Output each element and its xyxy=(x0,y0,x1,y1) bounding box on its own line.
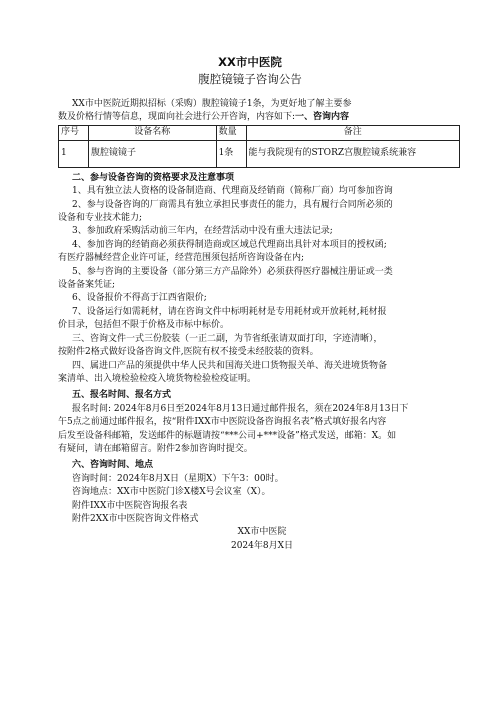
consult-table xyxy=(58,125,460,168)
paragraph-line: 6、设备报价不得高于江西省限价; xyxy=(72,293,207,304)
paragraph-line: 5、参与咨询的主要设备（部分第三方产品除外）必须获得医疗器械注册证或一类 xyxy=(72,266,393,277)
paragraph-line: 2、参与设备咨询的厂商需具有独立承担民事责任的能力，具有履行合同所必须的 xyxy=(72,199,393,210)
paragraph-line: 报名时间: 2024年8月6日至2024年8月13日通过邮件报名，须在2024年8月13日下 xyxy=(72,403,409,414)
paragraph-line: 咨询时间：2024年8月X日（星期X）下午3：00时。 xyxy=(72,473,284,484)
paragraph-line: 案清单、出入境检验检疫入境货物检验检疫证明。 xyxy=(58,373,257,384)
table-cell: 能与我院现有的STORZ宫腹腔镜系统兼容 xyxy=(246,140,459,167)
document-body xyxy=(58,98,466,553)
paragraph-line: 7、设备运行如需耗材，请在咨询文件中标明耗材是专用耗材或开放耗材,耗材报 xyxy=(72,306,387,317)
intro-line: XX市中医院近期拟招标（采购）腹腔镜镜子1条，为更好地了解主要参 xyxy=(72,99,352,109)
table-cell: 腹腔镜镜子 xyxy=(88,140,216,167)
table-header-row xyxy=(59,125,460,140)
paragraph-line: 三、咨询文件一式三份胶装（一正二副，为节省纸张请双面打印，字迹清晰）， xyxy=(72,333,383,344)
attachment-line: 附件IXX市中医院咨询报名表 xyxy=(72,500,188,511)
paragraph-line: 4、参加咨询的经销商必须获得制造商或区域总代理商出具针对本项目的授权函; xyxy=(72,239,387,250)
section-heading-consult-content: 一、咨询内容 xyxy=(295,112,350,123)
table-cell: 1 xyxy=(59,140,89,167)
paragraph-line: 后发至设备科邮箱，发送邮件的标题请按“***公司+***设备”格式发送，邮箱：X。如 xyxy=(58,430,397,441)
table-row xyxy=(59,140,460,167)
table-header-cell: 备注 xyxy=(246,125,459,140)
paragraph-line: 1、具有独立法人资格的设备制造商、代理商及经销商（简称厂商）均可参加咨询 xyxy=(72,186,393,197)
paragraph-line: 价目录，包括但不限于价格及市标中标价。 xyxy=(58,320,230,331)
section-heading: 六、咨询时间、地点 xyxy=(72,460,154,471)
intro-text: 数及价格行情等信息，现面向社会进行公开咨询，内容如下: xyxy=(58,112,296,123)
document-subtitle: 腹腔镜镜子咨询公告 xyxy=(198,72,302,86)
section-heading: 二、参与设备咨询的资格要求及注意事项 xyxy=(72,172,235,183)
paragraph-line: 有医疗器械经营企业许可证，经营范围须包括所咨询设备在内; xyxy=(58,253,305,264)
paragraph-line: 按附件2格式做好设备咨询文件,医院有权不接受未经胶装的资料。 xyxy=(58,347,319,358)
attachment-line: 附件2XX市中医院咨询文件格式 xyxy=(72,513,199,524)
signature-org: XX市中医院 xyxy=(237,527,287,538)
table-header-cell: 序号 xyxy=(59,125,89,140)
paragraph-line: 有疑问，请在邮箱留言。附件2参加咨询时提交。 xyxy=(58,443,253,454)
table-header-cell: 设备名称 xyxy=(88,125,216,140)
table-cell: 1条 xyxy=(216,140,246,167)
document-title: XX市中医院 xyxy=(218,55,282,69)
intro-line xyxy=(58,111,466,124)
paragraph-line: 设备和专业技术能力; xyxy=(58,213,143,224)
paragraph-line: 3、参加政府采购活动前三年内，在经营活动中没有重大违法记录; xyxy=(72,226,333,237)
paragraph-line: 四、属进口产品的须提供中华人民共和国海关进口货物报关单、海关进境货物备 xyxy=(72,360,388,371)
paragraph-line: 午5点之前通过邮件报名，按“附件IXX市中医院设备咨询报名表”格式填好报名内容 xyxy=(58,417,387,428)
section-heading: 五、报名时间、报名方式 xyxy=(72,390,172,401)
signature-date: 2024年8月X日 xyxy=(230,540,294,551)
table-header-cell: 数量 xyxy=(216,125,246,140)
paragraph-line: 设备备案凭证; xyxy=(58,280,116,291)
paragraph-line: 咨询地点：XX市中医院门诊X楼X号会议室（X）。 xyxy=(72,487,271,498)
